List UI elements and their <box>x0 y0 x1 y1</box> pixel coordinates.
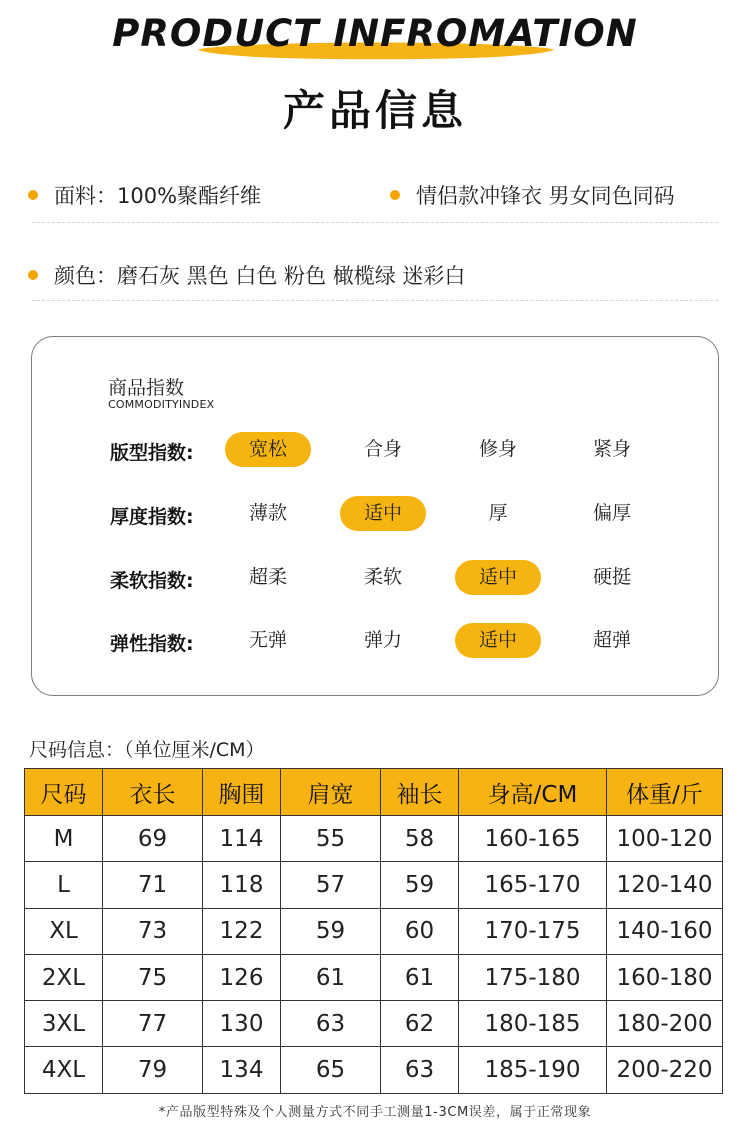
table-cell: 59 <box>381 862 459 908</box>
divider <box>32 222 718 223</box>
size-caption: 尺码信息：（单位厘米/CM） <box>29 739 265 761</box>
table-cell: 170-175 <box>459 908 607 954</box>
index-option-selected: 宽松 <box>225 432 311 467</box>
size-table-column-header: 体重/斤 <box>607 769 723 816</box>
table-cell: 61 <box>381 954 459 1000</box>
index-option: 合身 <box>363 438 402 460</box>
table-row <box>25 908 723 954</box>
table-cell: 120-140 <box>607 862 723 908</box>
table-cell: 58 <box>381 816 459 862</box>
bullet-dot-icon <box>28 190 38 200</box>
index-option-selected: 适中 <box>340 496 426 531</box>
table-row <box>25 954 723 1000</box>
table-cell: 180-185 <box>459 1001 607 1047</box>
table-cell: 79 <box>103 1047 203 1093</box>
index-option: 偏厚 <box>592 502 631 524</box>
chinese-title: 产品信息 <box>282 86 467 135</box>
table-cell: 65 <box>281 1047 381 1093</box>
index-subtitle: COMMODITYINDEX <box>108 398 215 411</box>
table-cell: 200-220 <box>607 1047 723 1093</box>
table-row <box>25 1047 723 1093</box>
index-option: 硬挺 <box>592 566 631 588</box>
table-cell: L <box>25 862 103 908</box>
table-cell: 73 <box>103 908 203 954</box>
index-option: 无弹 <box>248 629 287 651</box>
index-row-label: 柔软指数: <box>110 570 194 592</box>
table-cell: 140-160 <box>607 908 723 954</box>
table-cell: 62 <box>381 1001 459 1047</box>
index-option: 超弹 <box>592 629 631 651</box>
divider <box>32 300 718 301</box>
table-cell: 57 <box>281 862 381 908</box>
table-row <box>25 862 723 908</box>
table-cell: 4XL <box>25 1047 103 1093</box>
table-cell: 71 <box>103 862 203 908</box>
table-cell: 122 <box>203 908 281 954</box>
index-title: 商品指数 <box>108 377 185 399</box>
index-option: 柔软 <box>363 566 402 588</box>
table-cell: 175-180 <box>459 954 607 1000</box>
table-cell: 134 <box>203 1047 281 1093</box>
table-cell: 180-200 <box>607 1001 723 1047</box>
index-row-label: 版型指数: <box>110 442 194 464</box>
table-cell: M <box>25 816 103 862</box>
table-cell: 3XL <box>25 1001 103 1047</box>
size-table-column-header: 袖长 <box>381 769 459 816</box>
page-header <box>0 0 750 150</box>
table-cell: 160-180 <box>607 954 723 1000</box>
size-table-column-header: 身高/CM <box>459 769 607 816</box>
style-text: 情侣款冲锋衣 男女同色同码 <box>416 184 675 208</box>
bullet-dot-icon <box>28 270 38 280</box>
table-cell: XL <box>25 908 103 954</box>
table-cell: 100-120 <box>607 816 723 862</box>
measurement-footnote: *产品版型特殊及个人测量方式不同手工测量1-3CM误差，属于正常现象 <box>158 1105 592 1120</box>
table-cell: 2XL <box>25 954 103 1000</box>
index-option: 薄款 <box>248 502 287 524</box>
english-title: PRODUCT INFROMATION <box>112 12 638 55</box>
table-row <box>25 816 723 862</box>
index-option: 厚 <box>488 502 508 524</box>
table-cell: 69 <box>103 816 203 862</box>
size-table-column-header: 衣长 <box>103 769 203 816</box>
size-table-column-header: 肩宽 <box>281 769 381 816</box>
index-option-selected: 适中 <box>455 560 541 595</box>
size-table <box>24 768 723 1094</box>
colors-text: 颜色：磨石灰 黑色 白色 粉色 橄榄绿 迷彩白 <box>54 264 466 288</box>
index-option: 弹力 <box>363 629 402 651</box>
table-cell: 55 <box>281 816 381 862</box>
commodity-index-card <box>31 336 719 696</box>
table-cell: 63 <box>281 1001 381 1047</box>
table-cell: 59 <box>281 908 381 954</box>
index-option: 紧身 <box>592 438 631 460</box>
index-option-selected: 适中 <box>455 623 541 658</box>
table-cell: 185-190 <box>459 1047 607 1093</box>
size-table-column-header: 胸围 <box>203 769 281 816</box>
index-option: 修身 <box>478 438 517 460</box>
table-cell: 126 <box>203 954 281 1000</box>
index-row-label: 厚度指数: <box>110 506 194 528</box>
table-cell: 114 <box>203 816 281 862</box>
color-info <box>28 260 465 290</box>
table-cell: 60 <box>381 908 459 954</box>
table-cell: 160-165 <box>459 816 607 862</box>
table-cell: 63 <box>381 1047 459 1093</box>
table-row <box>25 1001 723 1047</box>
size-table-column-header: 尺码 <box>25 769 103 816</box>
size-table-body <box>25 816 723 1094</box>
style-info <box>390 180 675 210</box>
table-cell: 75 <box>103 954 203 1000</box>
size-table-header <box>25 769 723 816</box>
table-cell: 118 <box>203 862 281 908</box>
fabric-info <box>28 180 261 210</box>
table-cell: 130 <box>203 1001 281 1047</box>
index-row-label: 弹性指数: <box>110 633 194 655</box>
fabric-text: 面料：100%聚酯纤维 <box>54 184 262 208</box>
table-cell: 61 <box>281 954 381 1000</box>
table-cell: 165-170 <box>459 862 607 908</box>
table-cell: 77 <box>103 1001 203 1047</box>
index-option: 超柔 <box>248 566 287 588</box>
bullet-dot-icon <box>390 190 400 200</box>
